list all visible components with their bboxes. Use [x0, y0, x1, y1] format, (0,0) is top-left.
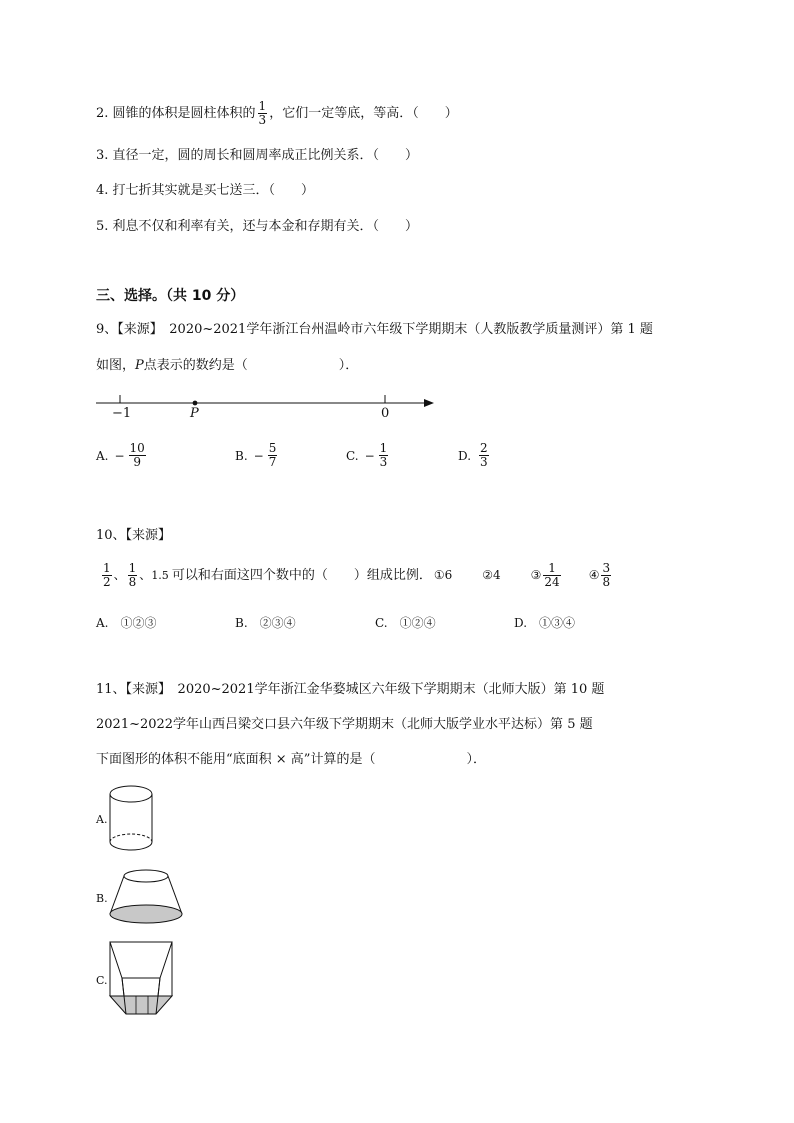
number-line-arrow [424, 399, 434, 407]
cylinder-figure[interactable] [106, 782, 156, 852]
tick-label-minus-one: −1 [112, 406, 132, 421]
question-9-stem: 如图，P点表示的数约是（ ）． [96, 358, 359, 373]
question-11-source-2: 2021~2022学年山西吕梁交口县六年级下学期期末（北师大版学业水平达标）第 5 题 [96, 717, 593, 732]
q11-option-c-label[interactable]: C. [96, 974, 108, 987]
frustum-figure[interactable] [108, 866, 188, 926]
q11-option-a-label[interactable]: A. [96, 813, 108, 826]
question-9-source: 9、【来源】 2020~2021学年浙江台州温岭市六年级下学期期末（人教版教学质量测评）第 1 题 [96, 322, 653, 337]
q10-option-d[interactable]: D. ①③④ [514, 616, 576, 630]
fraction-one-third: $\frac{1}{3}$ [258, 99, 267, 127]
section-heading: 三、选择。（共 10 分） [96, 288, 245, 304]
q9-option-b[interactable]: B. − $\frac{5}{7}$ [235, 441, 277, 469]
question-10-stem: $\frac{1}{2}$ 、 $\frac{1}{8}$ 、1.5 可以和右面这四个数中的（ ）组成比例． ①6 ②4 ③ $\frac{1}{24}$ ④ $\frac{3}{8}$ [103, 561, 611, 589]
question-10-source: 10、【来源】 [96, 528, 172, 543]
question-3: 3. 直径一定，圆的周长和圆周率成正比例关系．（ ） [96, 148, 419, 163]
point-label: P [190, 406, 199, 421]
question-2-text-pre: 2. 圆锥的体积是圆柱体积的 [96, 106, 256, 121]
q11-option-b-label[interactable]: B. [96, 892, 108, 905]
prism-figure[interactable] [108, 940, 178, 1018]
question-11-stem: 下面图形的体积不能用“底面积 × 高”计算的是（ ）． [96, 752, 486, 767]
point-variable: P [135, 358, 144, 373]
question-4: 4. 打七折其实就是买七送三．（ ） [96, 183, 315, 198]
question-11-source-1: 11、【来源】 2020~2021学年浙江金华婺城区六年级下学期期末（北师大版）第 10 题 [96, 682, 605, 697]
q10-option-c[interactable]: C. ①②④ [375, 616, 436, 630]
q9-option-d[interactable]: D. $\frac{2}{3}$ [458, 441, 488, 469]
q9-option-c[interactable]: C. − $\frac{1}{3}$ [346, 441, 388, 469]
question-2 [96, 100, 458, 127]
tick-label-zero: 0 [381, 406, 390, 421]
question-2-text-post: ，它们一定等底，等高．（ ） [269, 106, 458, 121]
q10-option-b[interactable]: B. ②③④ [235, 616, 296, 630]
q10-option-a[interactable]: A. ①②③ [96, 616, 157, 630]
question-5: 5. 利息不仅和利率有关，还与本金和存期有关．（ ） [96, 219, 419, 234]
number-line [94, 392, 454, 432]
q9-option-a[interactable]: A. − $\frac{10}{9}$ [96, 441, 145, 469]
